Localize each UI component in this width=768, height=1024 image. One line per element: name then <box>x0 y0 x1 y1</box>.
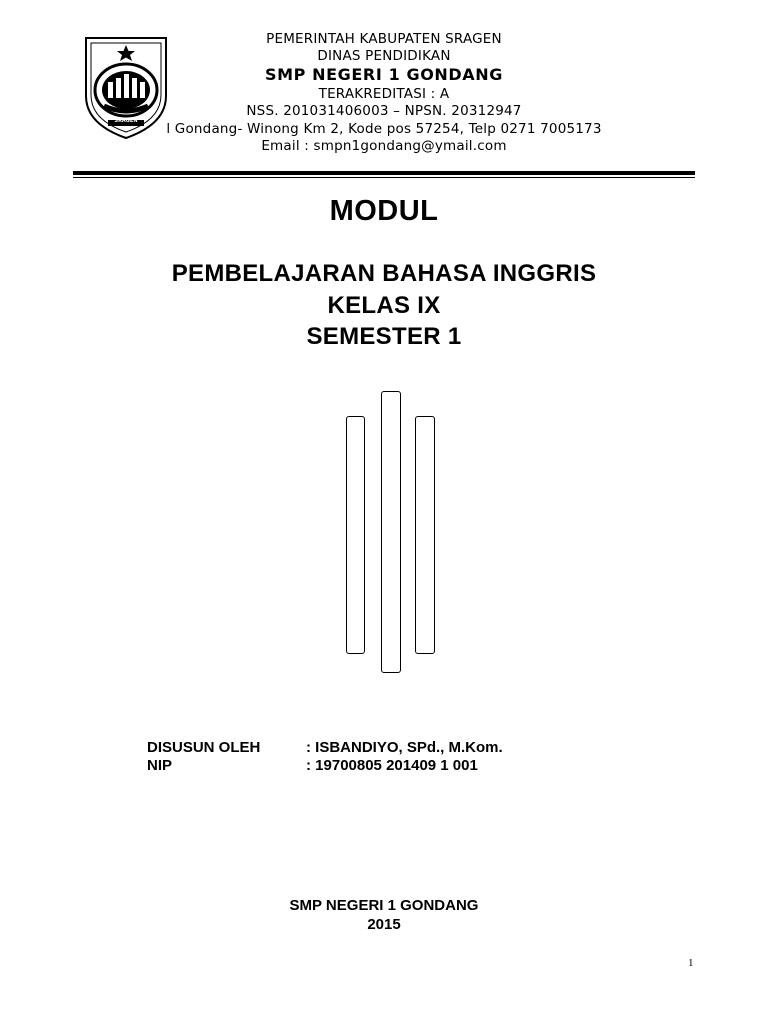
decorative-bar-center <box>381 391 401 673</box>
letterhead-nss-npsn: NSS. 201031406003 – NPSN. 20312947 <box>246 103 522 119</box>
letterhead-divider-thin <box>73 177 695 178</box>
decorative-bar-left <box>346 416 365 654</box>
letterhead-department: DINAS PENDIDIKAN <box>317 48 451 64</box>
letterhead-school-name: SMP NEGERI 1 GONDANG <box>265 65 503 84</box>
letterhead-address: l Gondang- Winong Km 2, Kode pos 57254, Telp 0271 7005173 <box>166 121 602 137</box>
document-subtitle-subject: PEMBELAJARAN BAHASA INGGRIS <box>171 260 597 287</box>
nip-label: NIP <box>147 757 173 774</box>
letterhead-email: Email : smpn1gondang@ymail.com <box>261 138 507 154</box>
author-label: DISUSUN OLEH <box>147 739 261 756</box>
letterhead-accreditation: TERAKREDITASI : A <box>318 86 450 102</box>
document-subtitle-class: KELAS IX <box>327 292 441 319</box>
decorative-bar-right <box>415 416 435 654</box>
document-title: MODUL <box>329 195 439 227</box>
letterhead-divider-thick <box>73 171 695 175</box>
nip-value: : 19700805 201409 1 001 <box>306 757 478 774</box>
footer-school-name: SMP NEGERI 1 GONDANG <box>289 897 479 914</box>
author-value: : ISBANDIYO, SPd., M.Kom. <box>306 739 503 756</box>
footer-year: 2015 <box>367 916 401 933</box>
letterhead-government: PEMERINTAH KABUPATEN SRAGEN <box>266 31 502 47</box>
logo-text: SRAGEN <box>114 118 138 124</box>
page-number: 1 <box>688 957 694 969</box>
document-subtitle-semester: SEMESTER 1 <box>306 323 462 350</box>
